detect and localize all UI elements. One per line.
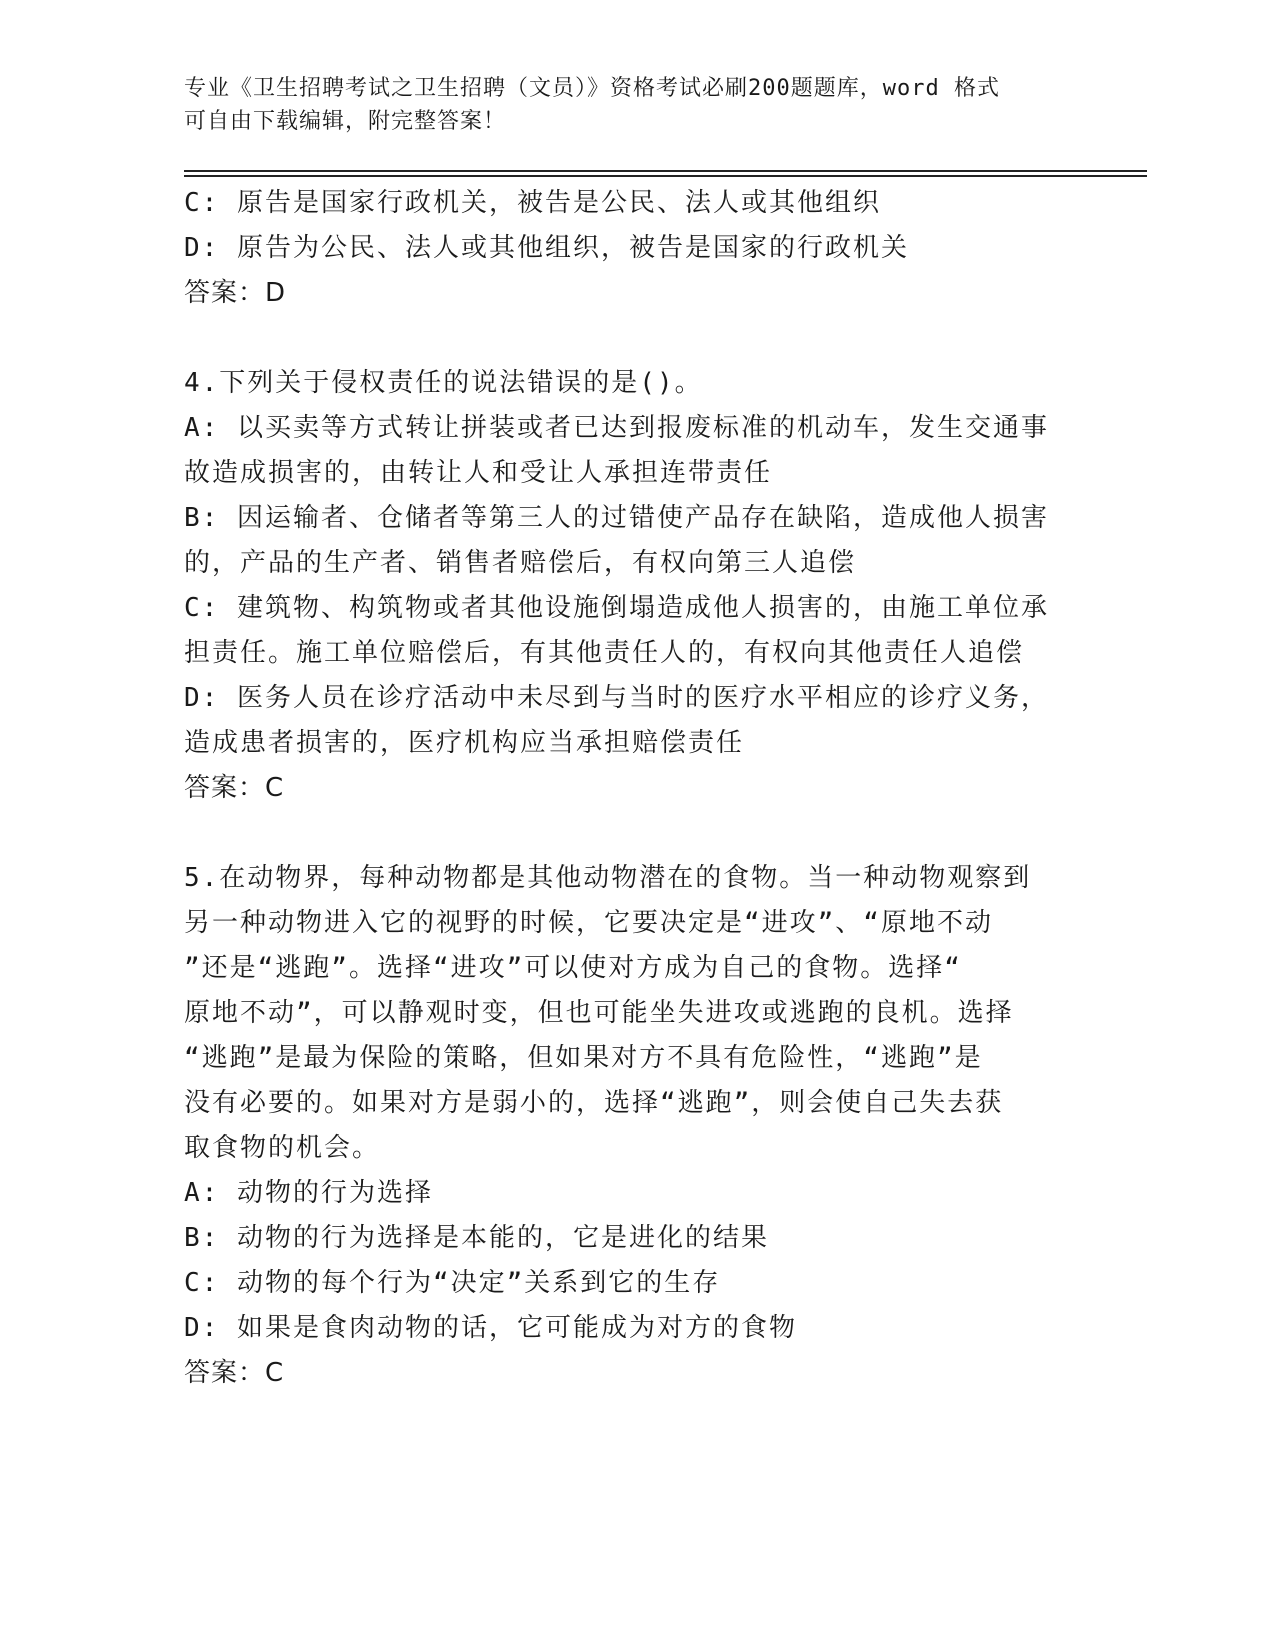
q4-option-b: B: 因运输者、仓储者等第三人的过错使产品存在缺陷，造成他人损害 — [184, 503, 1049, 533]
q4-answer: 答案：C — [184, 773, 285, 803]
spacer — [184, 316, 1064, 361]
q5-option-c: C: 动物的每个行为“决定”关系到它的生存 — [184, 1268, 721, 1298]
q3-option-d: D: 原告为公民、法人或其他组织，被告是国家的行政机关 — [184, 233, 909, 263]
q5-option-a: A: 动物的行为选择 — [184, 1178, 433, 1208]
q5-answer: 答案：C — [184, 1358, 285, 1388]
q5-stem-line: 5.在动物界，每种动物都是其他动物潜在的食物。当一种动物观察到 — [184, 863, 1032, 893]
header-rule-lower — [184, 175, 1147, 177]
header-line-1: 专业《卫生招聘考试之卫生招聘（文员）》资格考试必刷200题题库，word 格式 — [184, 76, 1000, 101]
q5-option-b: B: 动物的行为选择是本能的，它是进化的结果 — [184, 1223, 769, 1253]
q4-option-d: D: 医务人员在诊疗活动中未尽到与当时的医疗水平相应的诊疗义务， — [184, 683, 1049, 713]
q4-option-a-cont: 故造成损害的，由转让人和受让人承担连带责任 — [184, 458, 773, 488]
q4-stem: 4.下列关于侵权责任的说法错误的是()。 — [184, 368, 703, 398]
q4-option-c: C: 建筑物、构筑物或者其他设施倒塌造成他人损害的，由施工单位承 — [184, 593, 1049, 623]
q4-option-a: A: 以买卖等方式转让拼装或者已达到报废标准的机动车，发生交通事 — [184, 413, 1049, 443]
q5-stem-line: 取食物的机会。 — [184, 1133, 381, 1163]
q4-option-c-cont: 担责任。施工单位赔偿后，有其他责任人的，有权向其他责任人追偿 — [184, 638, 1025, 668]
header-line-2: 可自由下载编辑，附完整答案！ — [184, 109, 507, 134]
q5-option-d: D: 如果是食肉动物的话，它可能成为对方的食物 — [184, 1313, 797, 1343]
q3-answer: 答案：D — [184, 278, 287, 308]
question-content — [184, 181, 1064, 1396]
document-header — [184, 72, 1054, 138]
q3-option-c: C: 原告是国家行政机关，被告是公民、法人或其他组织 — [184, 188, 881, 218]
q4-option-b-cont: 的，产品的生产者、销售者赔偿后，有权向第三人追偿 — [184, 548, 857, 578]
header-rule-upper — [184, 170, 1147, 172]
q5-stem-line: 没有必要的。如果对方是弱小的，选择“逃跑”，则会使自己失去获 — [184, 1088, 1004, 1118]
q5-stem-line: 另一种动物进入它的视野的时候，它要决定是“进攻”、“原地不动 — [184, 908, 993, 938]
q5-stem-line: 原地不动”，可以静观时变，但也可能坐失进攻或逃跑的良机。选择 — [184, 998, 1014, 1028]
spacer — [184, 811, 1064, 856]
q5-stem-line: ”还是“逃跑”。选择“进攻”可以使对方成为自己的食物。选择“ — [184, 953, 962, 983]
q4-option-d-cont: 造成患者损害的，医疗机构应当承担赔偿责任 — [184, 728, 745, 758]
q5-stem-line: “逃跑”是最为保险的策略，但如果对方不具有危险性，“逃跑”是 — [184, 1043, 983, 1073]
